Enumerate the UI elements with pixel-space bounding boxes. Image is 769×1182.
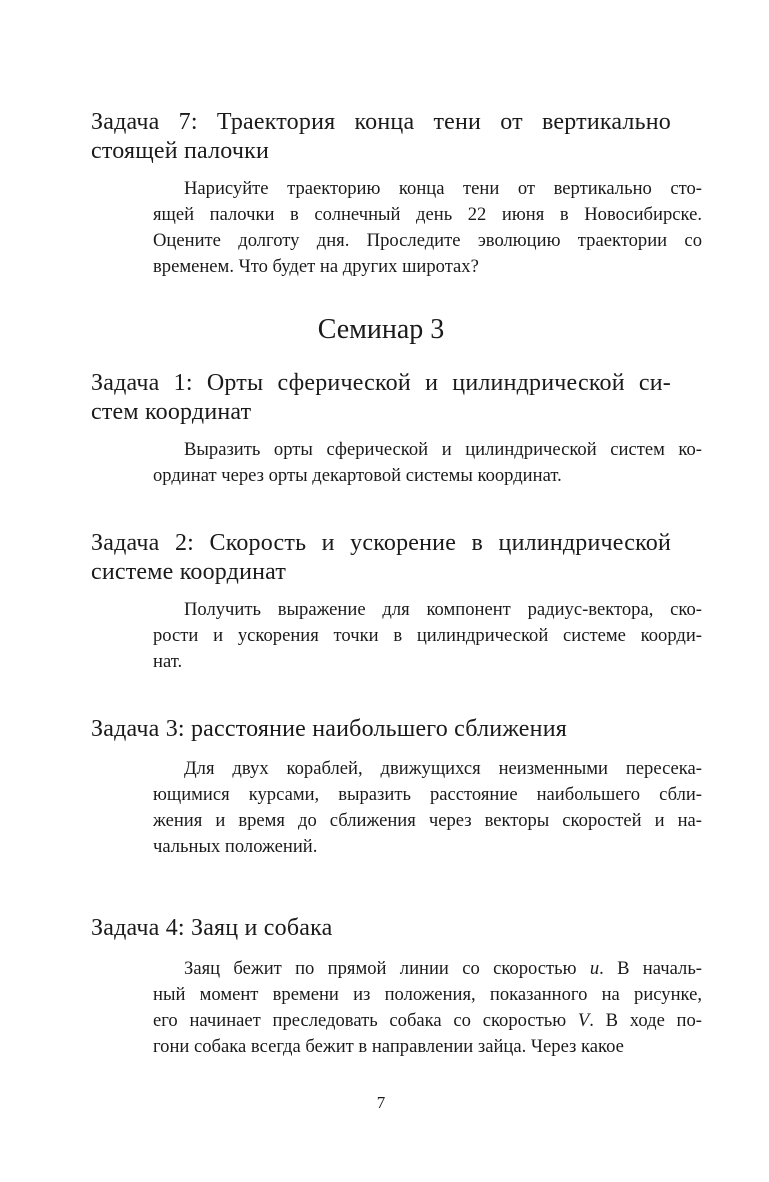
- heading-line: стоящей палочки: [91, 138, 270, 164]
- text-line: временем. Что будет на других широтах?: [153, 256, 479, 277]
- text-line: ющимися курсами, выразить расстояние наибольшего сбли-: [153, 784, 702, 805]
- heading-line: Задача 1: Орты сферической и цилиндрической си-: [91, 370, 671, 396]
- text-line: жения и время до сближения через векторы скоростей и на-: [153, 810, 702, 831]
- heading-line: Задача 4: Заяц и собака: [91, 915, 333, 941]
- text-fragment: . В началь-: [599, 958, 702, 979]
- text-line: Нарисуйте траекторию конца тени от вертикально сто-: [184, 178, 702, 199]
- heading-line: Задача 3: расстояние наибольшего сближения: [91, 716, 567, 742]
- heading-line: Задача 7: Траектория конца тени от вертикально: [91, 109, 671, 135]
- text-line: чальных положений.: [153, 836, 318, 857]
- heading-line: Задача 2: Скорость и ускорение в цилиндрической: [91, 530, 671, 556]
- variable-u: u: [589, 958, 600, 979]
- problem-4-text: [91, 956, 702, 1060]
- problem-2-text: [91, 597, 702, 675]
- text-line: Для двух кораблей, движущихся неизменными пересека-: [184, 758, 702, 779]
- heading-line: стем координат: [91, 399, 252, 425]
- text-line: ящей палочки в солнечный день 22 июня в Новосибирске.: [153, 204, 702, 225]
- heading-line: системе координат: [91, 559, 287, 585]
- variable-V: V: [577, 1010, 590, 1031]
- document-page: [91, 0, 702, 1182]
- text-fragment: Заяц бежит по прямой линии со скоростью: [184, 958, 590, 979]
- text-line: гони собака всегда бежит в направлении зайца. Через какое: [153, 1036, 624, 1057]
- seminar-title: Семинар 3: [317, 314, 445, 345]
- text-line: Получить выражение для компонент радиус-вектора, ско-: [184, 599, 702, 620]
- text-line: [91, 956, 702, 982]
- text-line: Выразить орты сферической и цилиндрической систем ко-: [184, 439, 702, 460]
- problem-4-heading: [91, 914, 671, 943]
- text-fragment: . В ходе по-: [589, 1010, 702, 1031]
- problem-7-heading: [91, 108, 671, 166]
- problem-3-text: [91, 756, 702, 860]
- problem-7-text: [91, 176, 702, 280]
- text-line: [91, 1008, 702, 1034]
- text-line: нат.: [153, 651, 183, 672]
- text-line: ординат через орты декартовой системы координат.: [153, 465, 562, 486]
- text-line: Оцените долготу дня. Проследите эволюцию траектории со: [153, 230, 702, 251]
- problem-1-heading: [91, 369, 671, 427]
- page-number: 7: [376, 1093, 386, 1112]
- text-line: ный момент времени из положения, показанного на рисунке,: [153, 984, 702, 1005]
- problem-1-text: [91, 437, 702, 489]
- problem-2-heading: [91, 529, 671, 587]
- text-line: рости и ускорения точки в цилиндрической системе коорди-: [153, 625, 702, 646]
- problem-3-heading: [91, 715, 671, 744]
- text-fragment: его начинает преследовать собака со скоростью: [153, 1010, 578, 1031]
